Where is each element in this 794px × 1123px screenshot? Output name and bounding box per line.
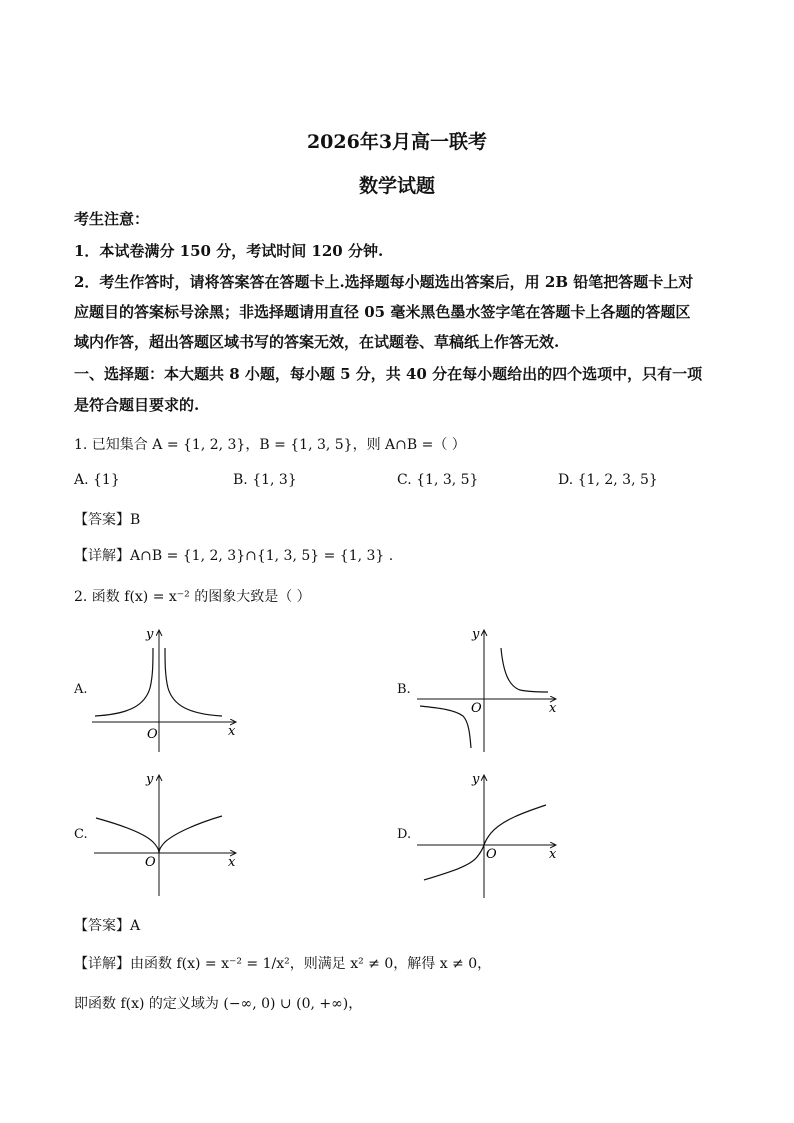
graph-b-curve-left xyxy=(420,706,471,748)
q2-answer: 【答案】A xyxy=(74,918,141,934)
graph-c-x-label: x xyxy=(228,855,236,870)
graph-a-curve-left xyxy=(95,648,153,716)
graph-a xyxy=(92,627,236,752)
graph-d-label: D. xyxy=(397,827,412,842)
notice-item-2-line-2: 应题目的答案标号涂黑；非选择题请用直径 05 毫米黑色墨水签字笔在答题卡上各题的答题区 xyxy=(74,303,691,321)
graph-b-origin-label: O xyxy=(471,701,482,716)
q1-option-b-label: B. xyxy=(233,472,248,488)
graph-b-curve-right xyxy=(501,648,548,692)
q2-detail-line-2: 即函数 f(x) 的定义域为 (−∞, 0) ∪ (0, +∞)， xyxy=(74,996,363,1012)
q1-option-c-label: C. xyxy=(397,472,412,488)
graph-d xyxy=(417,772,557,898)
section-heading-line-2: 是符合题目要求的. xyxy=(74,396,200,414)
q2-detail-line-1: 【详解】由函数 f(x) = x⁻² = 1/x²，则满足 x² ≠ 0，解得 x ≠ 0， xyxy=(74,956,492,972)
graph-d-curve-left xyxy=(424,845,484,880)
notice-item-2-line-3: 域内作答，超出答题区域书写的答案无效，在试题卷、草稿纸上作答无效. xyxy=(74,333,560,351)
q1-answer: 【答案】B xyxy=(74,512,141,528)
graph-a-x-label: x xyxy=(228,724,236,739)
page-title: 2026年3月高一联考 xyxy=(306,131,488,153)
graph-b-label: B. xyxy=(397,682,411,697)
graph-c-y-label: y xyxy=(146,772,154,787)
graph-c-curve-left xyxy=(96,818,159,853)
q1-detail: 【详解】A∩B = {1, 2, 3}∩{1, 3, 5} = {1, 3} . xyxy=(74,548,394,564)
graph-a-curve-right xyxy=(165,648,222,716)
graph-d-x-label: x xyxy=(549,847,557,862)
graph-c-origin-label: O xyxy=(145,855,156,870)
graph-c-label: C. xyxy=(74,827,88,842)
notice-item-2-line-1: 2．考生作答时，请将答案答在答题卡上.选择题每小题选出答案后，用 2B 铅笔把答题卡上对 xyxy=(74,273,694,291)
graph-d-origin-label: O xyxy=(486,847,497,862)
q1-option-c-value: {1, 3, 5} xyxy=(416,472,479,488)
q1-option-d-label: D. xyxy=(558,472,574,488)
graph-a-label: A. xyxy=(74,682,88,697)
notice-heading: 考生注意： xyxy=(74,210,150,228)
section-heading-line-1: 一、选择题：本大题共 8 小题，每小题 5 分，共 40 分在每小题给出的四个选项中，只有一项 xyxy=(74,365,703,383)
graph-c-curve-right xyxy=(159,816,222,853)
graph-b xyxy=(417,627,557,752)
graph-d-y-label: y xyxy=(472,772,480,787)
graph-a-origin-label: O xyxy=(147,727,158,742)
graph-d-curve-right xyxy=(484,805,546,845)
question-1-stem: 1. 已知集合 A = {1, 2, 3}，B = {1, 3, 5}，则 A∩B =（ ） xyxy=(74,437,466,453)
graph-b-x-label: x xyxy=(549,701,557,716)
page-subtitle: 数学试题 xyxy=(358,175,435,197)
q1-option-b-value: {1, 3} xyxy=(252,472,297,488)
q1-option-a-label: A. xyxy=(74,472,89,488)
graph-c xyxy=(94,772,236,896)
notice-item-1: 1．本试卷满分 150 分，考试时间 120 分钟. xyxy=(74,242,384,260)
graph-a-y-label: y xyxy=(146,627,154,642)
q1-option-a-value: {1} xyxy=(93,472,120,488)
question-2-stem: 2. 函数 f(x) = x⁻² 的图象大致是（ ） xyxy=(74,589,311,605)
graph-b-y-label: y xyxy=(472,627,480,642)
q1-option-d-value: {1, 2, 3, 5} xyxy=(577,472,658,488)
